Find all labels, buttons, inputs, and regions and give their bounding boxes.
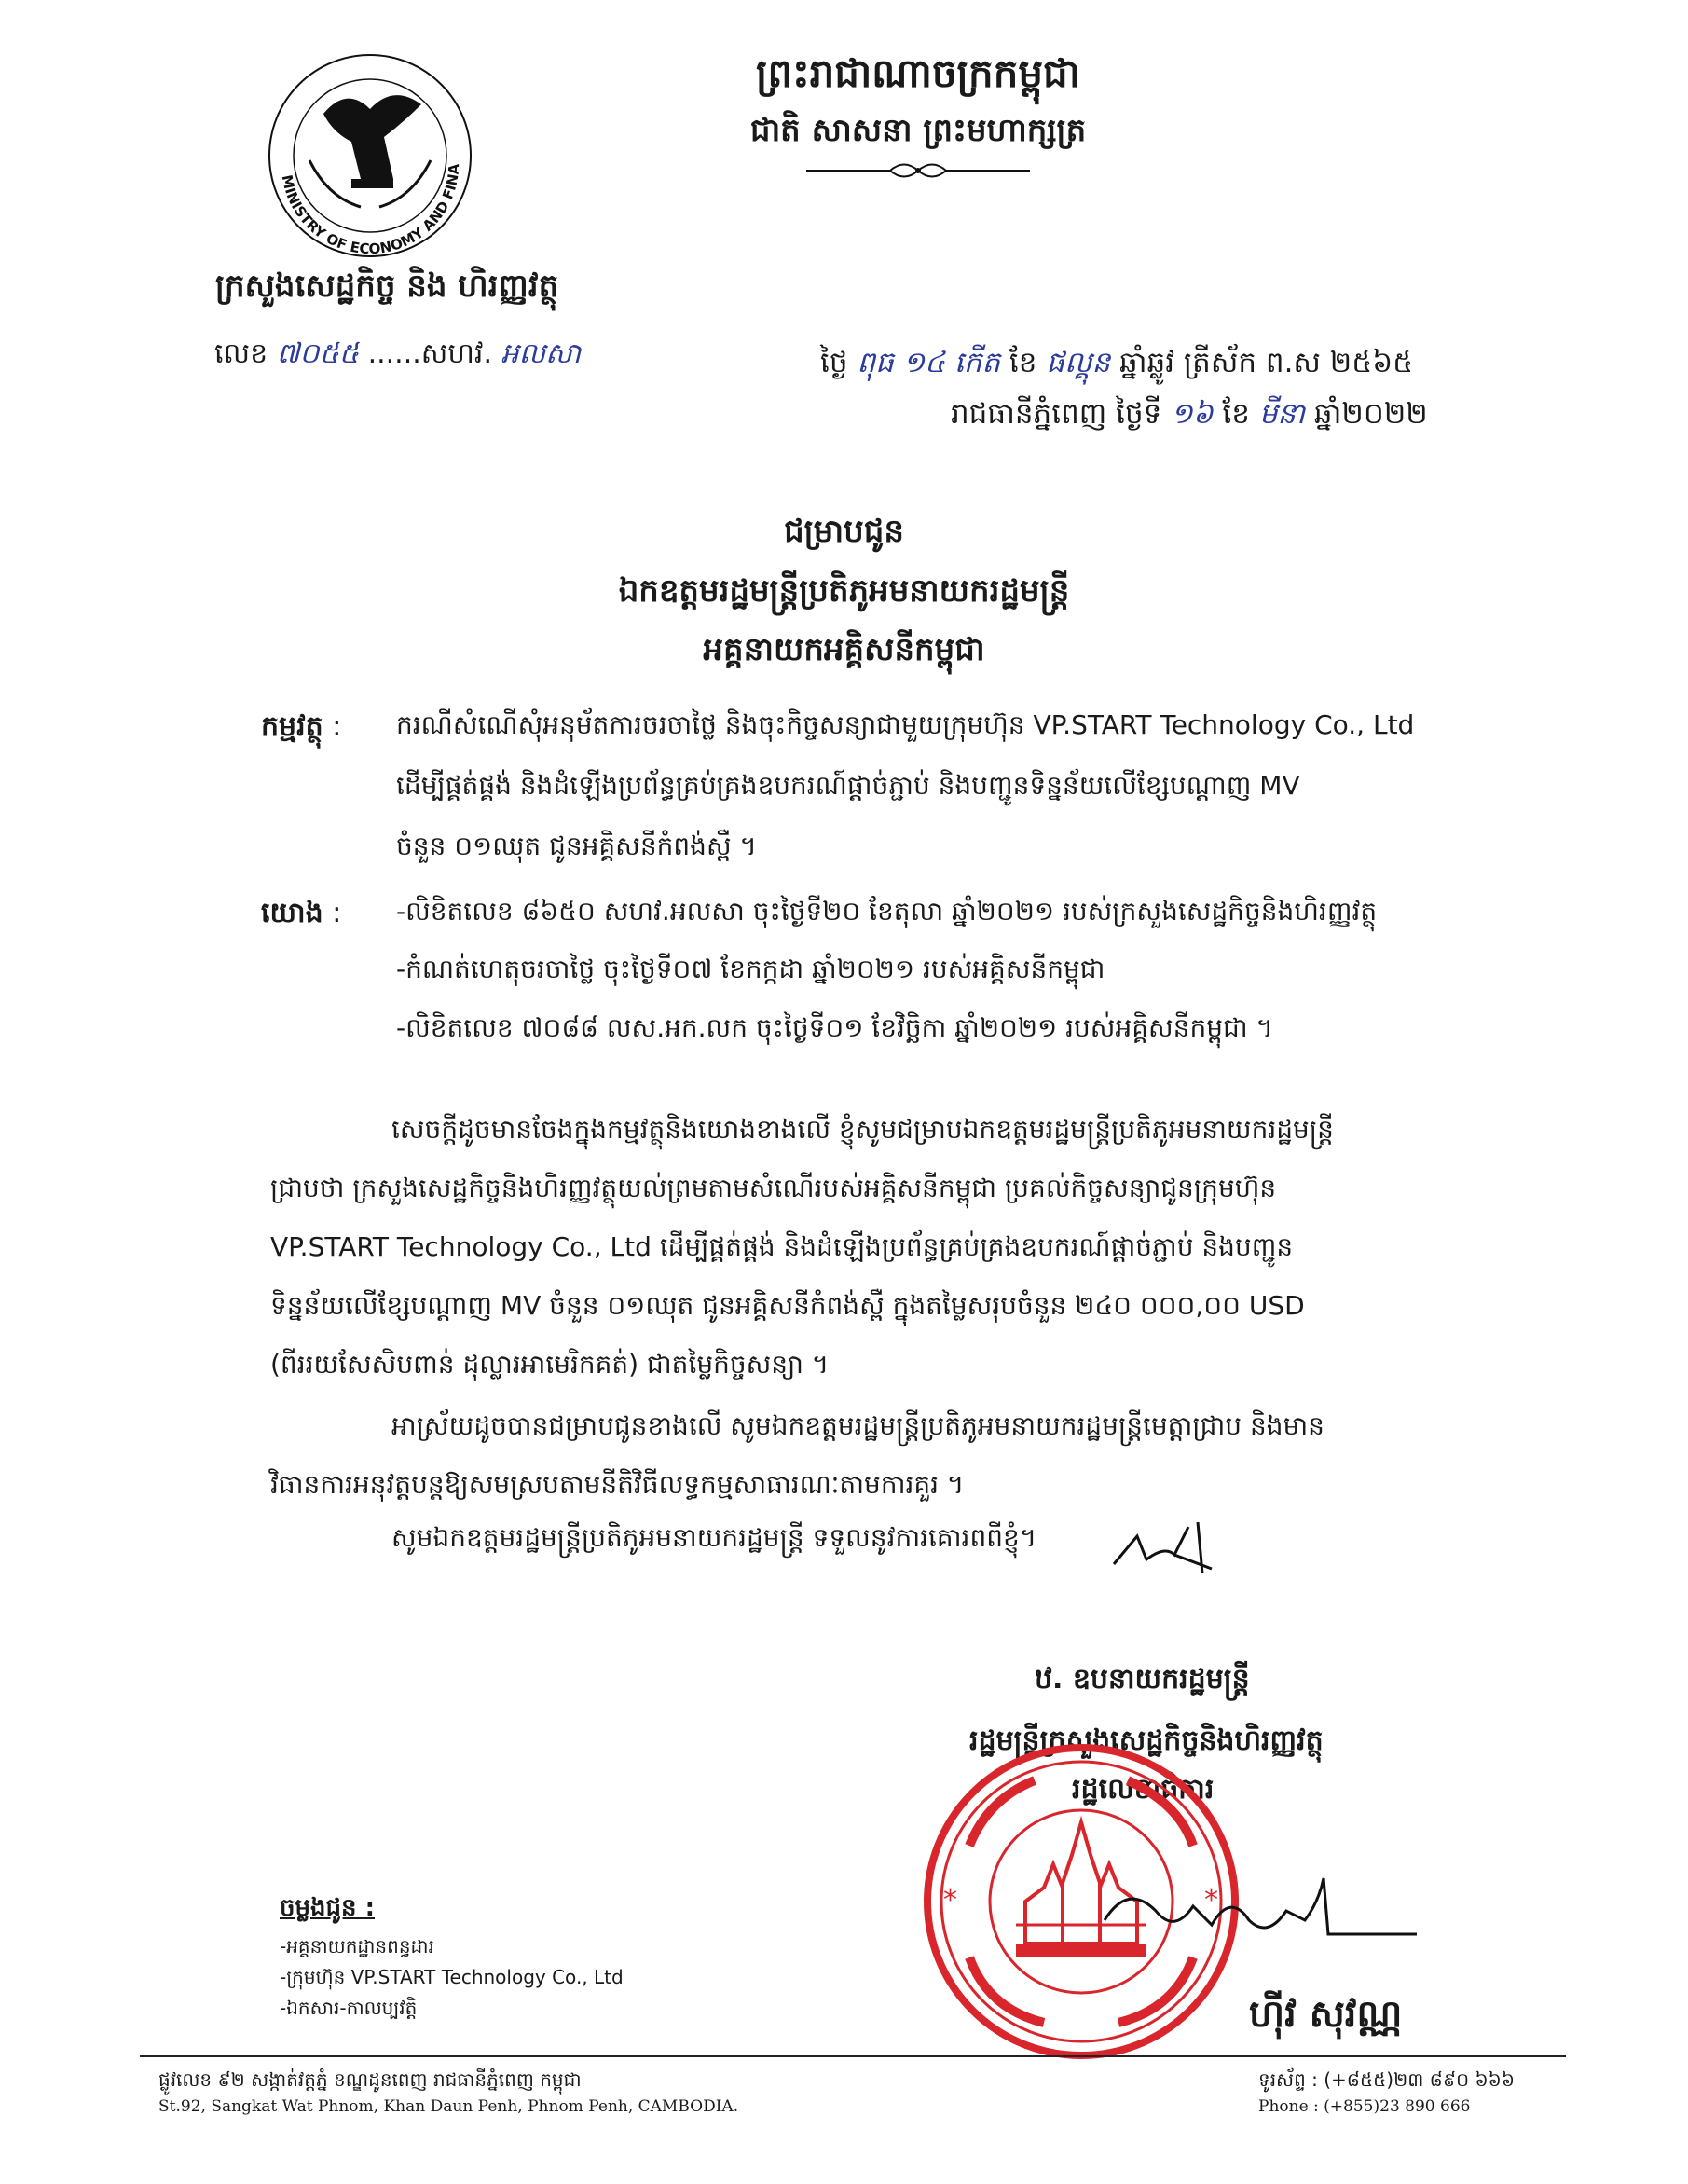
p2-line: វិធានការអនុវត្តបន្តឱ្យសមស្របតាមនីតិវិធីលទ្ធកម្មសាធារណៈតាមការគួរ ។ xyxy=(270,1469,965,1500)
ref-suffix: ......សហវ. xyxy=(367,337,492,370)
solar-prefix: រាជធានីភ្នំពេញ ថ្ងៃទី xyxy=(951,397,1162,431)
national-motto: ជាតិ សាសនា ព្រះមហាក្សត្រ xyxy=(749,112,1087,149)
subject-label-text: កម្មវត្ថុ xyxy=(261,710,323,743)
signatory-name: ហ៊ីវ សុវណ្ណ xyxy=(1249,1993,1403,2036)
solar-year: ឆ្នាំ២០២២ xyxy=(1313,397,1428,431)
ministry-logo xyxy=(244,48,496,263)
signatory-position-2: រដ្ឋលេខាធិការ xyxy=(1072,1773,1215,1806)
lunar-day: ពុធ ១៤ កើត xyxy=(857,346,1001,379)
subject-line-3: ចំនួន ០១ឈុត ជូនអគ្គិសនីកំពង់ស្ពឺ ។ xyxy=(396,831,757,861)
ref-suffix-hand: អលសា xyxy=(501,337,582,370)
footer-divider xyxy=(140,2055,1566,2057)
p1-line: ទិន្នន័យលើខ្សែបណ្តាញ MV ចំនួន ០១ឈុត ជូនអគ្គិសនីកំពង់ស្ពឺ ក្នុងតម្លៃសរុបចំនួន ២៤០ ០០០,០០ USD xyxy=(270,1290,1305,1321)
signatory-title: ឋ. ឧបនាយករដ្ឋមន្ត្រី xyxy=(1035,1663,1250,1696)
ornament-divider-icon xyxy=(797,158,1039,183)
p1-line: ជ្រាបថា ក្រសួងសេដ្ឋកិច្ចនិងហិរញ្ញវត្ថុយល់ព្រមតាមសំណើរបស់អគ្គិសនីកម្ពុជា ប្រគល់កិច្ចសន្យាជូនក្រុមហ៊ុន xyxy=(270,1173,1277,1203)
closing-paragraph: សូមឯកឧត្តមរដ្ឋមន្ត្រីប្រតិភូអមនាយករដ្ឋមន្ត្រី ទទួលនូវការគោរពពីខ្ញុំ។ xyxy=(391,1522,1037,1553)
ref-prefix: លេខ xyxy=(214,337,268,370)
lunar-month-prefix: ខែ xyxy=(1009,346,1037,379)
solar-day: ១៦ xyxy=(1171,397,1214,431)
svg-text:MINISTRY OF ECONOMY AND FINANC xyxy=(244,48,462,257)
svg-text:*: * xyxy=(943,1884,957,1916)
initials-signature-icon xyxy=(1109,1518,1230,1583)
ministry-name: ក្រសួងសេដ្ឋកិច្ច និង ហិរញ្ញវត្ថុ xyxy=(214,268,559,305)
recipient-line-2: អគ្គនាយកអគ្គិសនីកម្ពុជា xyxy=(703,631,985,668)
recipient-line-1: ឯកឧត្តមរដ្ឋមន្ត្រីប្រតិភូអមនាយករដ្ឋមន្ត្រី xyxy=(618,572,1070,610)
footer-phone-en: Phone : (+855)23 890 666 xyxy=(1258,2097,1471,2116)
lunar-date xyxy=(820,345,1413,387)
lunar-prefix: ថ្ងៃ xyxy=(820,346,848,379)
subject-label: កម្មវត្ថុ : xyxy=(261,710,342,743)
reference-label: យោង : xyxy=(261,897,342,929)
body-paragraph-2 xyxy=(270,1396,1473,1514)
p1-line: VP.START Technology Co., Ltd ដើម្បីផ្គត់ផ្គង់ និងដំឡើងប្រព័ន្ធគ្រប់គ្រងឧបករណ៍ផ្តាច់ភ្ជាប់ និងបញ្ជូន xyxy=(270,1231,1294,1262)
reference-number xyxy=(214,336,581,377)
cc-item: -ក្រុមហ៊ុន VP.START Technology Co., Ltd xyxy=(280,1966,624,1988)
signatory-position-1: រដ្ឋមន្ត្រីក្រសួងសេដ្ឋកិច្ចនិងហិរញ្ញវត្ថុ xyxy=(969,1724,1324,1757)
body-paragraph-1 xyxy=(270,1100,1473,1394)
logo-ring-text: MINISTRY OF ECONOMY AND FINA xyxy=(278,163,463,258)
footer-address-en: St.92, Sangkat Wat Phnom, Khan Daun Penh, Phnom Penh, CAMBODIA. xyxy=(158,2097,739,2116)
solar-month-prefix: ខែ xyxy=(1222,397,1250,431)
kingdom-title: ព្រះរាជាណាចក្រកម្ពុជា xyxy=(755,50,1081,96)
footer-address-kh: ផ្លូវលេខ ៩២ សង្កាត់វត្តភ្នំ ខណ្ឌដូនពេញ រាជធានីភ្នំពេញ កម្ពុជា xyxy=(158,2068,582,2091)
svg-text:*: * xyxy=(1204,1884,1218,1916)
lunar-year: ឆ្នាំឆ្លូវ ត្រីស័ក ព.ស ២៥៦៥ xyxy=(1119,346,1414,379)
subject-line-2: ដើម្បីផ្គត់ផ្គង់ និងដំឡើងប្រព័ន្ធគ្រប់គ្រងឧបករណ៍ផ្តាច់ភ្ជាប់ និងបញ្ជូនទិន្នន័យលើខ្សែបណ្តាញ MV xyxy=(396,770,1300,801)
handwritten-signature-icon xyxy=(1100,1855,1426,1967)
solar-month: មីនា xyxy=(1258,397,1306,431)
p2-line: អាស្រ័យដូចបានជម្រាបជូនខាងលើ សូមឯកឧត្តមរដ្ឋមន្ត្រីប្រតិភូអមនាយករដ្ឋមន្ត្រីមេត្តាជ្រាប និងមាន xyxy=(391,1410,1324,1441)
ref-number: ៧០៥៥ xyxy=(276,337,360,370)
lunar-month: ផល្គុន xyxy=(1046,346,1111,379)
p1-line: សេចក្តីដូចមានចែងក្នុងកម្មវត្ថុនិងយោងខាងលើ ខ្ញុំសូមជម្រាបឯកឧត្តមរដ្ឋមន្ត្រីប្រតិភូអមនាយករដ្ឋមន្ត្រី xyxy=(391,1114,1334,1145)
respect-line: ជម្រាបជូន xyxy=(784,513,904,550)
cc-item: -អគ្គនាយកដ្ឋានពន្ធដារ xyxy=(280,1935,434,1957)
subject-line-1: ករណីសំណើសុំអនុម័តការចរចាថ្លៃ និងចុះកិច្ចសន្យាជាមួយក្រុមហ៊ុន VP.START Technology Co., Ltd xyxy=(396,709,1415,740)
p1-line: (ពីររយសែសិបពាន់ ដុល្លារអាមេរិកគត់) ជាតម្លៃកិច្ចសន្យា ។ xyxy=(270,1349,830,1380)
footer-phone-kh: ទូរស័ព្ទ : (+៨៥៥)២៣ ៨៩០ ៦៦៦ xyxy=(1258,2068,1515,2091)
reference-label-text: យោង xyxy=(261,897,323,929)
cc-label: ចម្លងជូន : xyxy=(280,1894,375,1922)
solar-date xyxy=(951,396,1428,438)
reference-item-2: -កំណត់ហេតុចរចាថ្លៃ ចុះថ្ងៃទី០៧ ខែកក្កដា ឆ្នាំ២០២១ របស់អគ្គិសនីកម្ពុជា xyxy=(396,954,1105,984)
reference-item-1: -លិខិតលេខ ៨៦៥០ សហវ.អលសា ចុះថ្ងៃទី២០ ខែតុលា ឆ្នាំ២០២១ របស់ក្រសួងសេដ្ឋកិច្ចនិងហិរញ្ញវត្ថុ xyxy=(396,896,1378,927)
reference-item-3: -លិខិតលេខ ៧០៨៨ លស.អក.លក ចុះថ្ងៃទី០១ ខែវិច្ឆិកា ឆ្នាំ២០២១ របស់អគ្គិសនីកម្ពុជា ។ xyxy=(396,1012,1274,1043)
cc-item: -ឯកសារ-កាលប្បវត្តិ xyxy=(280,1997,418,2019)
